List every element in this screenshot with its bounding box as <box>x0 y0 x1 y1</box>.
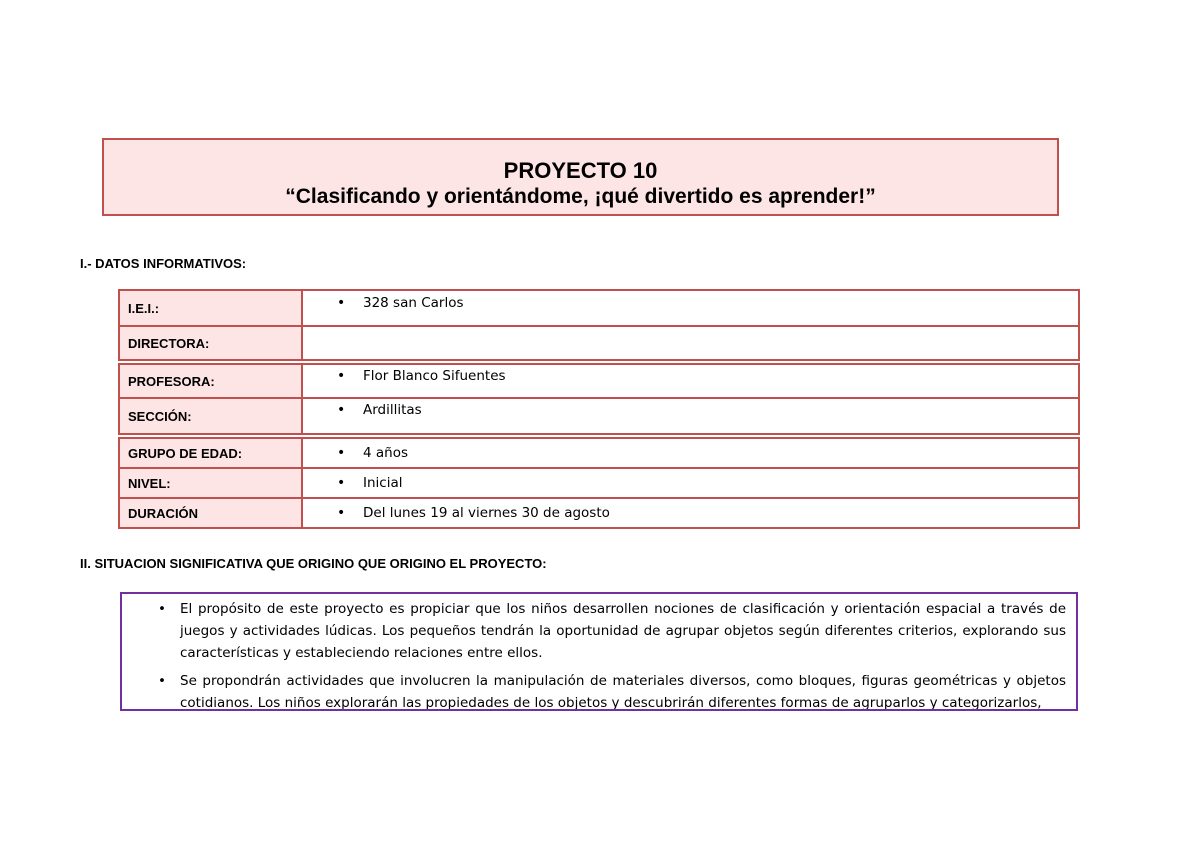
bullet-icon: • <box>337 445 346 461</box>
bullet-icon: • <box>337 402 346 418</box>
section-heading-situacion: II. SITUACION SIGNIFICATIVA QUE ORIGINO QUE ORIGINO EL PROYECTO: <box>80 556 547 571</box>
situation-paragraph-text: El propósito de este proyecto es propiciar que los niños desarrollen nociones de clasificación y orientación espacial a través de juegos y actividades lúdicas. Los pequeños tendrán la oportunidad de agrupar objetos según diferentes criterios, explorando sus características y estableciendo relaciones entre ellos. <box>180 601 1066 661</box>
info-value-text: Inicial <box>363 475 403 491</box>
info-table <box>118 291 1080 529</box>
bullet-icon: • <box>158 601 166 617</box>
info-row-seccion <box>118 397 1080 435</box>
info-value <box>303 291 1078 325</box>
bullet-icon: • <box>337 295 346 311</box>
situation-box <box>120 592 1078 711</box>
bullet-icon: • <box>158 673 166 689</box>
situation-paragraph <box>158 670 1066 711</box>
info-value <box>303 499 1078 527</box>
bullet-icon: • <box>337 505 346 521</box>
info-value-text: 4 años <box>363 445 409 461</box>
info-row-directora <box>118 325 1080 361</box>
info-label: PROFESORA: <box>120 365 303 397</box>
bullet-icon: • <box>337 368 346 384</box>
project-subtitle: “Clasificando y orientándome, ¡qué divertido es aprender!” <box>285 185 876 208</box>
info-label: SECCIÓN: <box>120 399 303 433</box>
info-row-nivel <box>118 467 1080 499</box>
info-value <box>303 439 1078 467</box>
info-label: DURACIÓN <box>120 499 303 527</box>
info-value-text: Ardillitas <box>363 402 422 418</box>
info-label: I.E.I.: <box>120 291 303 325</box>
info-row-iei <box>118 289 1080 327</box>
section-heading-datos: I.- DATOS INFORMATIVOS: <box>80 256 247 271</box>
info-label: DIRECTORA: <box>120 327 303 359</box>
info-value <box>303 365 1078 397</box>
info-label: GRUPO DE EDAD: <box>120 439 303 467</box>
info-row-duracion <box>118 497 1080 529</box>
info-row-profesora <box>118 363 1080 399</box>
info-row-grupo-edad <box>118 437 1080 469</box>
info-value-text: 328 san Carlos <box>363 295 464 311</box>
info-value <box>303 469 1078 497</box>
situation-paragraph-text: Se propondrán actividades que involucren la manipulación de materiales diversos, como bloques, figuras geométricas y objetos cotidianos. Los niños explorarán las propiedades de los objetos y descubrirán diferentes formas de agruparlos y categorizarlos, <box>180 673 1066 711</box>
info-label: NIVEL: <box>120 469 303 497</box>
situation-paragraph <box>158 598 1066 664</box>
project-title: PROYECTO 10 <box>503 158 658 183</box>
project-title-box <box>102 138 1059 216</box>
info-value-text: Del lunes 19 al viernes 30 de agosto <box>363 505 610 521</box>
info-value <box>303 327 1078 359</box>
bullet-icon: • <box>337 475 346 491</box>
info-value <box>303 399 1078 433</box>
info-value-text: Flor Blanco Sifuentes <box>363 368 506 384</box>
